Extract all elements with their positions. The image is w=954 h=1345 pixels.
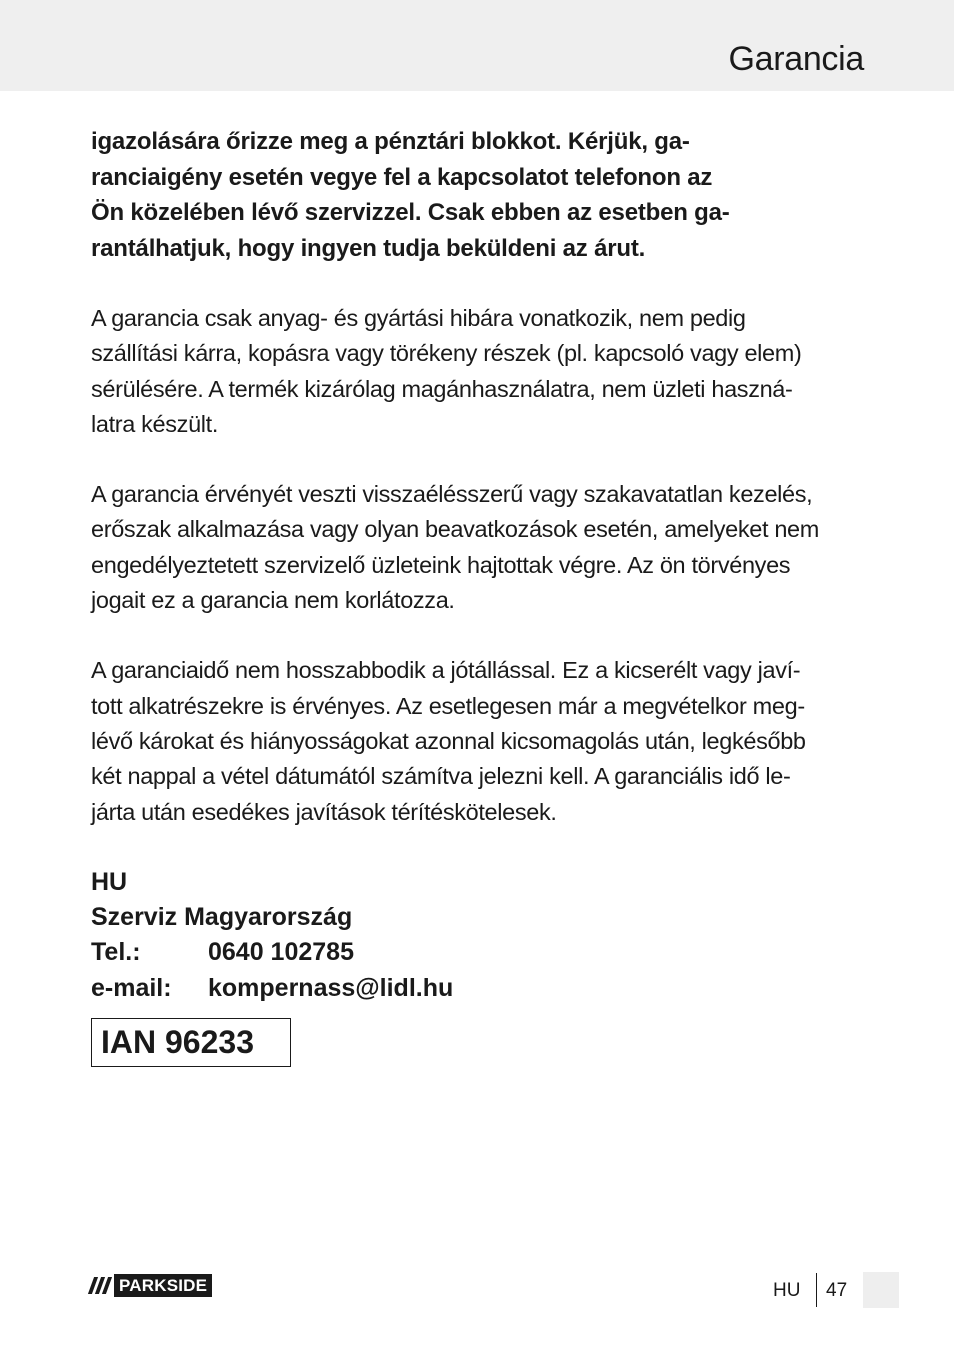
text-line: A garancia érvényét veszti visszaélésszerű vagy szakavatatlan kezelés, — [91, 481, 813, 508]
parkside-logo — [91, 1274, 249, 1297]
header-band — [0, 0, 954, 91]
text-line: erőszak alkalmazása vagy olyan beavatkozások esetén, amelyeket nem — [91, 516, 819, 543]
lead-line: rantálhatjuk, hogy ingyen tudja beküldeni az árut. — [91, 234, 646, 262]
paragraph-period — [91, 653, 866, 829]
service-contact — [91, 865, 866, 1006]
ian-number-box: IAN 96233 — [91, 1018, 291, 1067]
page-title: Garancia — [728, 40, 864, 78]
text-line: járta után esedékes javítások térítéskötelesek. — [91, 798, 557, 825]
contact-phone-row — [91, 935, 866, 970]
paragraph-voiding — [91, 477, 866, 618]
text-line: A garanciaidő nem hosszabbodik a jótállással. Ez a kicserélt vagy javí- — [91, 657, 801, 684]
text-line: sérülésére. A termék kizárólag magánhasználatra, nem üzleti haszná- — [91, 375, 793, 402]
lead-line: Ön közelében lévő szervizzel. Csak ebben az esetben ga- — [91, 199, 730, 226]
phone-label: Tel.: — [91, 938, 141, 967]
paragraph-scope — [91, 301, 866, 442]
text-line: A garancia csak anyag- és gyártási hibára vonatkozik, nem pedig — [91, 305, 746, 331]
lead-line: igazolására őrizze meg a pénztári blokkot. Kérjük, ga- — [91, 128, 690, 155]
page-content — [91, 124, 866, 1006]
text-line: engedélyeztetett szervizelő üzleteink hajtottak végre. Az ön törvényes — [91, 551, 791, 578]
contact-country: HU — [91, 867, 128, 896]
lead-paragraph — [91, 124, 866, 266]
page-number: 47 — [826, 1280, 848, 1301]
footer-language: HU — [773, 1280, 801, 1301]
logo-stripes-icon — [91, 1274, 112, 1297]
text-line: latra készült. — [91, 410, 219, 437]
text-line: jogait ez a garancia nem korlátozza. — [91, 587, 455, 614]
contact-email-row — [91, 971, 866, 1006]
lead-line: ranciaigény esetén vegye fel a kapcsolatot telefonon az — [91, 163, 713, 191]
footer-divider — [816, 1273, 817, 1307]
logo-wordmark: PARKSIDE — [114, 1274, 212, 1297]
footer-tab-marker — [863, 1272, 899, 1308]
text-line: szállítási kárra, kopásra vagy törékeny részek (pl. kapcsoló vagy elem) — [91, 340, 802, 367]
text-line: lévő károkat és hiányosságokat azonnal kicsomagolás után, legkésőbb — [91, 727, 806, 754]
contact-service-name: Szerviz Magyarország — [91, 903, 353, 932]
email-label: e-mail: — [91, 973, 172, 1002]
email-address[interactable]: kompernass@lidl.hu — [208, 973, 454, 1002]
phone-number[interactable]: 0640 102785 — [208, 938, 354, 967]
text-line: tott alkatrészekre is érvényes. Az esetlegesen már a megvételkor meg- — [91, 692, 805, 719]
text-line: két nappal a vétel dátumától számítva jelezni kell. A garanciális idő le- — [91, 763, 791, 790]
